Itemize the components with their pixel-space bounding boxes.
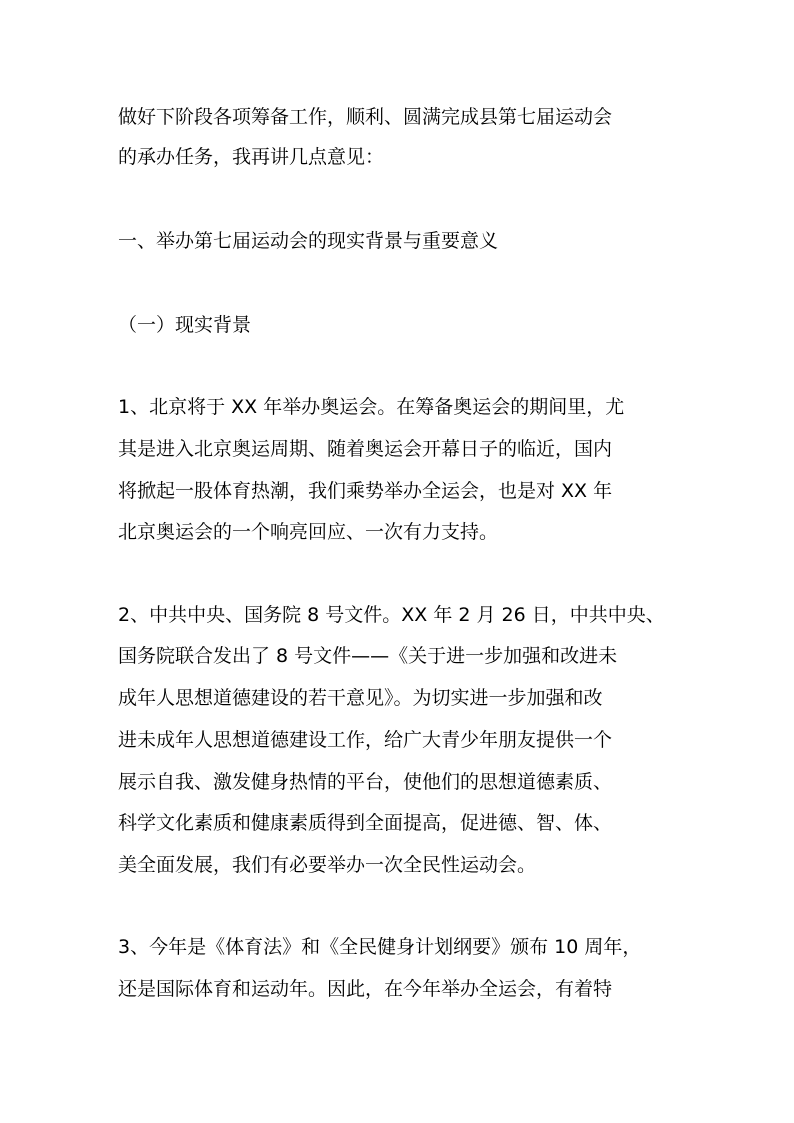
- para1-line-3: 将掀起一股体育热潮，我们乘势举办全运会，也是对 XX 年: [118, 480, 613, 502]
- para1-line-1: 1、北京将于 XX 年举办奥运会。在筹备奥运会的期间里，尤: [118, 396, 625, 418]
- para2-line-7: 美全面发展，我们有必要举办一次全民性运动会。: [118, 854, 537, 876]
- para2-line-4: 进未成年人思想道德建设工作，给广大青少年朋友提供一个: [118, 729, 613, 751]
- para2-line-2: 国务院联合发出了 8 号文件——《关于进一步加强和改进未: [118, 645, 618, 667]
- para1-line-4: 北京奥运会的一个响亮回应、一次有力支持。: [118, 521, 499, 543]
- para3-line-1: 3、今年是《体育法》和《全民健身计划纲要》颁布 10 周年，: [118, 936, 642, 958]
- intro-line-2: 的承办任务，我再讲几点意见：: [118, 146, 385, 168]
- section-heading: 一、举办第七届运动会的现实背景与重要意义: [118, 230, 499, 252]
- para3-line-2: 还是国际体育和运动年。因此，在今年举办全运会，有着特: [118, 978, 613, 1000]
- para2-line-6: 科学文化素质和健康素质得到全面提高，促进德、智、体、: [118, 812, 613, 834]
- para2-line-3: 成年人思想道德建设的若干意见》。为切实进一步加强和改: [118, 687, 603, 709]
- para1-line-2: 其是进入北京奥运周期、随着奥运会开幕日子的临近，国内: [118, 438, 613, 460]
- para2-line-5: 展示自我、激发健身热情的平台，使他们的思想道德素质、: [118, 771, 613, 793]
- intro-line-1: 做好下阶段各项筹备工作，顺利、圆满完成县第七届运动会: [118, 106, 613, 128]
- subsection-heading: （一）现实背景: [118, 314, 252, 336]
- para2-line-1: 2、中共中央、国务院 8 号文件。XX 年 2 月 26 日，中共中央、: [118, 604, 665, 626]
